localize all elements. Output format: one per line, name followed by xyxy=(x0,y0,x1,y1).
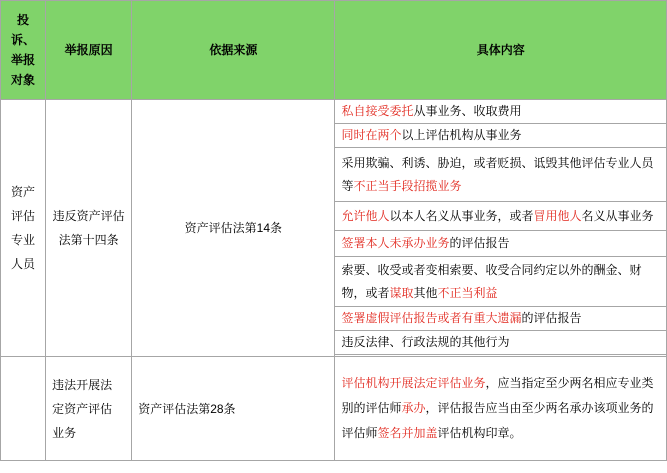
highlight-text: 私自接受委托 xyxy=(341,104,414,118)
detail-text: 的评估报告 xyxy=(449,236,510,250)
header-content: 具体内容 xyxy=(335,1,667,100)
highlight-text: 承办 xyxy=(401,401,426,415)
highlight-text: 冒用他人 xyxy=(533,208,582,223)
header-basis: 依据来源 xyxy=(132,1,335,100)
header-target: 投诉、举报对象 xyxy=(1,1,46,100)
detail-cell xyxy=(335,357,667,461)
highlight-text: 评估机构开展法定评估业务 xyxy=(341,376,486,390)
highlight-text: 不正当利益 xyxy=(437,285,498,300)
highlight-text: 同时在两个 xyxy=(341,128,402,142)
detail-cell xyxy=(335,148,667,202)
highlight-text: 签名并加盖 xyxy=(377,426,438,440)
target-cell xyxy=(1,357,46,461)
detail-text: 以本人名义从事业务，或者 xyxy=(389,208,534,223)
detail-cell xyxy=(335,331,667,355)
detail-text: 索要、收受或者变相索要、收受合同约定以外的酬金、财物，或者 xyxy=(341,262,642,300)
detail-text: 评估机构印章。 xyxy=(437,426,522,440)
highlight-text: 不正当手段招揽业务 xyxy=(353,178,462,193)
detail-text: 的评估报告 xyxy=(521,311,582,325)
detail-cell xyxy=(335,124,667,148)
highlight-text: 签署本人未承办业务 xyxy=(341,236,450,250)
detail-cell xyxy=(335,100,667,124)
detail-text: 从事业务、收取费用 xyxy=(413,104,522,118)
detail-text: ，评估报告应当由至少两名承办该项业务的评估师 xyxy=(341,401,654,440)
table-row xyxy=(1,100,667,124)
detail-text: 以上评估机构从事业务 xyxy=(401,128,522,142)
highlight-text: 谋取 xyxy=(389,285,414,300)
detail-cell xyxy=(335,307,667,331)
highlight-text: 签署虚假评估报告或者有重大遗漏 xyxy=(341,311,522,325)
reason-cell: 违法开展法定资产评估业务 xyxy=(46,357,132,461)
target-cell: 资产评估专业人员 xyxy=(1,100,46,357)
detail-text: ，应当指定至少两名相应专业类别的评估师 xyxy=(341,376,654,415)
highlight-text: 允许他人 xyxy=(341,208,390,223)
detail-cell xyxy=(335,231,667,257)
header-reason: 举报原因 xyxy=(46,1,132,100)
basis-cell: 资产评估法第14条 xyxy=(132,100,335,357)
detail-text: 采用欺骗、利诱、胁迫，或者贬损、诋毁其他评估专业人员等 xyxy=(341,155,654,193)
basis-cell: 资产评估法第28条 xyxy=(132,357,335,461)
reason-cell: 违反资产评估法第十四条 xyxy=(46,100,132,357)
detail-text: 违反法律、行政法规的其他行为 xyxy=(341,335,510,349)
table-row xyxy=(1,357,667,461)
detail-cell xyxy=(335,257,667,307)
detail-text: 名义从事业务 xyxy=(581,208,654,223)
header-row xyxy=(1,1,667,100)
detail-text: 其他 xyxy=(413,285,438,300)
detail-cell xyxy=(335,202,667,231)
